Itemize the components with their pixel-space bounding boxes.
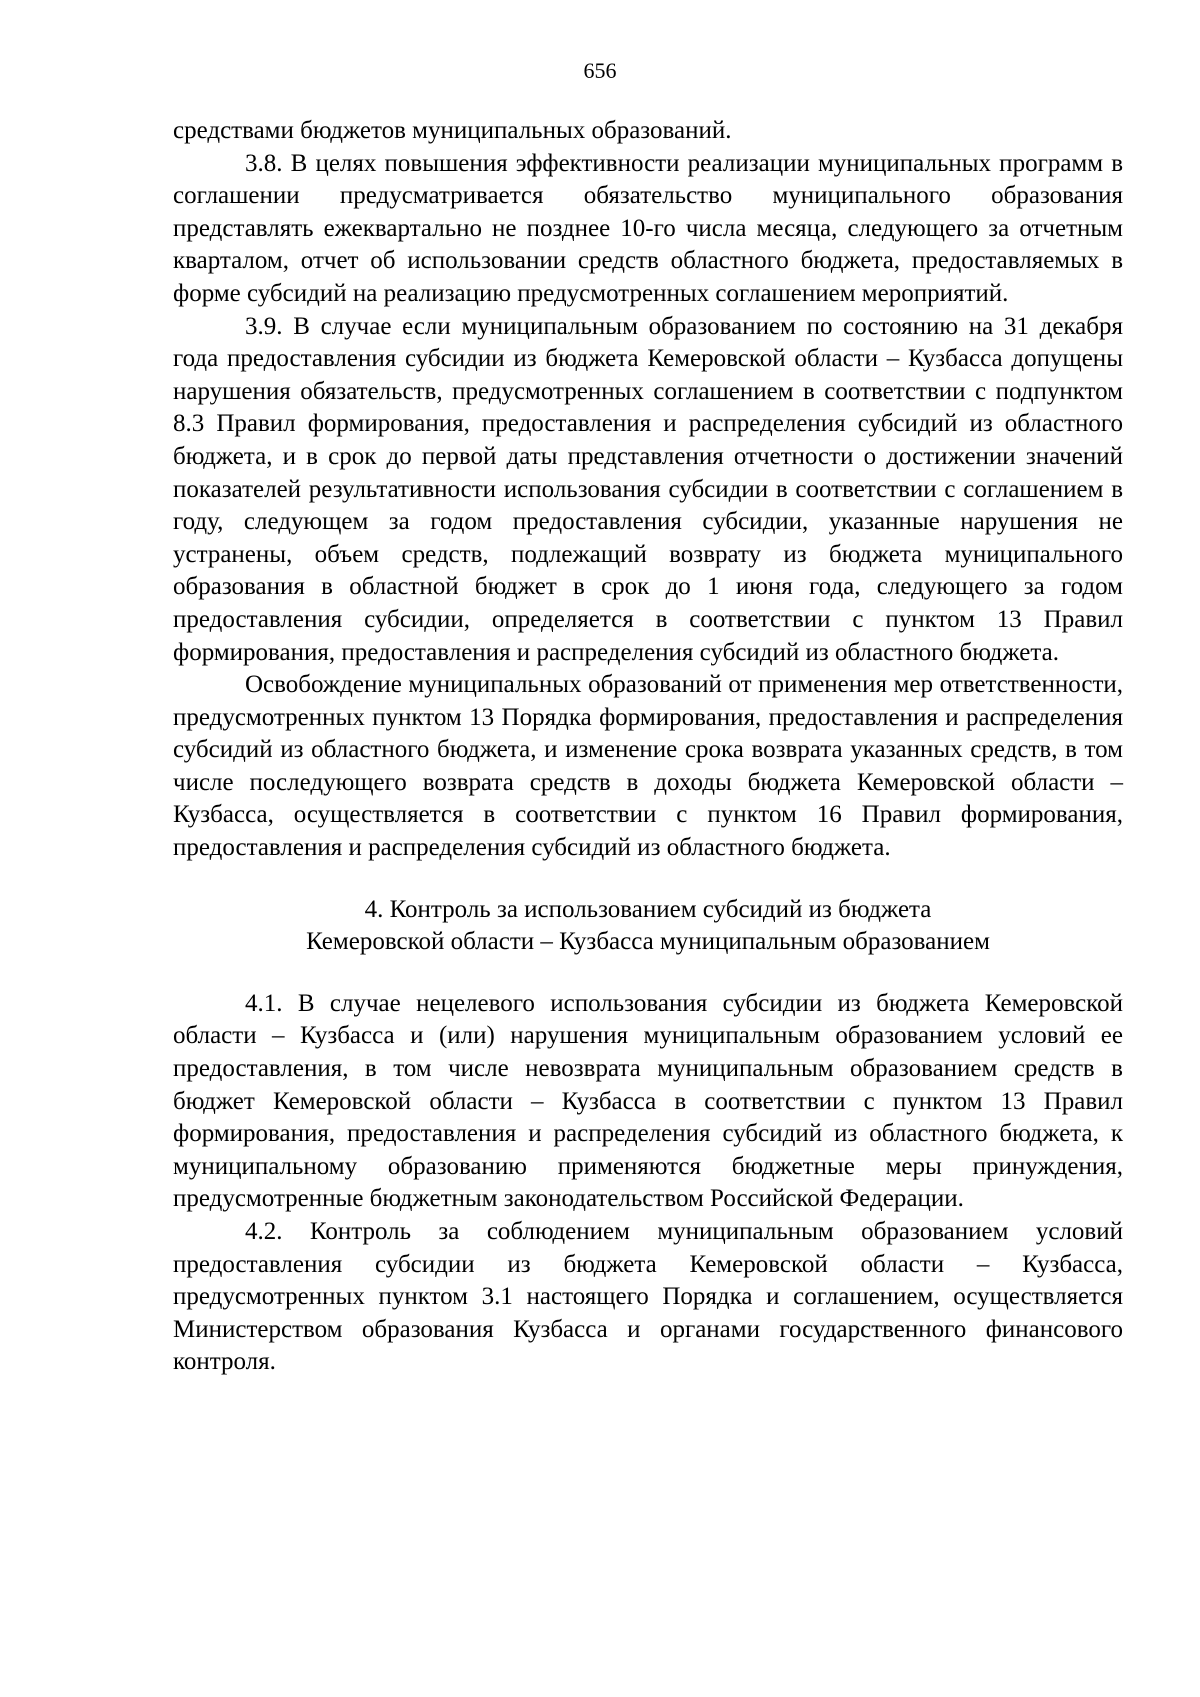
paragraph-3-9: 3.9. В случае если муниципальным образованием по состоянию на 31 декабря года предоставления субсидии из бюджета Кемеровской области – Кузбасса допущены нарушения обязательств, предусмотренных соглашением в соответствии с подпунктом 8.3 Правил формирования, предоставления и распределения субсидий из областного бюджета, и в срок до первой даты представления отчетности о достижении значений показателей результативности использования субсидии в соответствии с соглашением в году, следующем за годом предоставления субсидии, указанные нарушения не устранены, объем средств, подлежащий возврату из бюджета муниципального образования в областной бюджет в срок до 1 июня года, следующего за годом предоставления субсидии, определяется в соответствии с пунктом 13 Правил формирования, предоставления и распределения субсидий из областного бюджета. [173,312,1123,666]
section-4-heading [173,894,1123,959]
paragraph-3-8: 3.8. В целях повышения эффективности реализации муниципальных программ в соглашении предусматривается обязательство муниципального образования представлять ежеквартально не позднее 10-го числа месяца, следующего за отчетным кварталом, отчет об использовании средств областного бюджета, предоставляемых в форме субсидий на реализацию предусмотренных соглашением мероприятий. [173,149,1123,307]
document-body [173,115,1123,1379]
paragraph-release-from-liability: Освобождение муниципальных образований от применения мер ответственности, предусмотренных пунктом 13 Порядка формирования, предоставления и распределения субсидий из областного бюджета, и изменение срока возврата указанных средств, в том числе последующего возврата средств в доходы бюджета Кемеровской области – Кузбасса, осуществляется в соответствии с пунктом 16 Правил формирования, предоставления и распределения субсидий из областного бюджета. [173,671,1123,862]
paragraph-continuation: средствами бюджетов муниципальных образований. [173,117,732,144]
section-4-heading-line-2: Кемеровской области – Кузбасса муниципальным образованием [306,928,990,956]
section-4-heading-line-1: 4. Контроль за использованием субсидий из бюджета [364,895,932,923]
paragraph-4-1: 4.1. В случае нецелевого использования субсидии из бюджета Кемеровской области – Кузбасса и (или) нарушения муниципальным образованием условий ее предоставления, в том числе невозврата муниципальным образованием средств в бюджет Кемеровской области – Кузбасса в соответствии с пунктом 13 Правил формирования, предоставления и распределения субсидий из областного бюджета, к муниципальному образованию применяются бюджетные меры принуждения, предусмотренные бюджетным законодательством Российской Федерации. [173,989,1123,1213]
page-number: 656 [583,58,617,83]
paragraph-4-2: 4.2. Контроль за соблюдением муниципальным образованием условий предоставления субсидии из бюджета Кемеровской области – Кузбасса, предусмотренных пунктом 3.1 настоящего Порядка и соглашением, осуществляется Министерством образования Кузбасса и органами государственного финансового контроля. [173,1218,1123,1376]
